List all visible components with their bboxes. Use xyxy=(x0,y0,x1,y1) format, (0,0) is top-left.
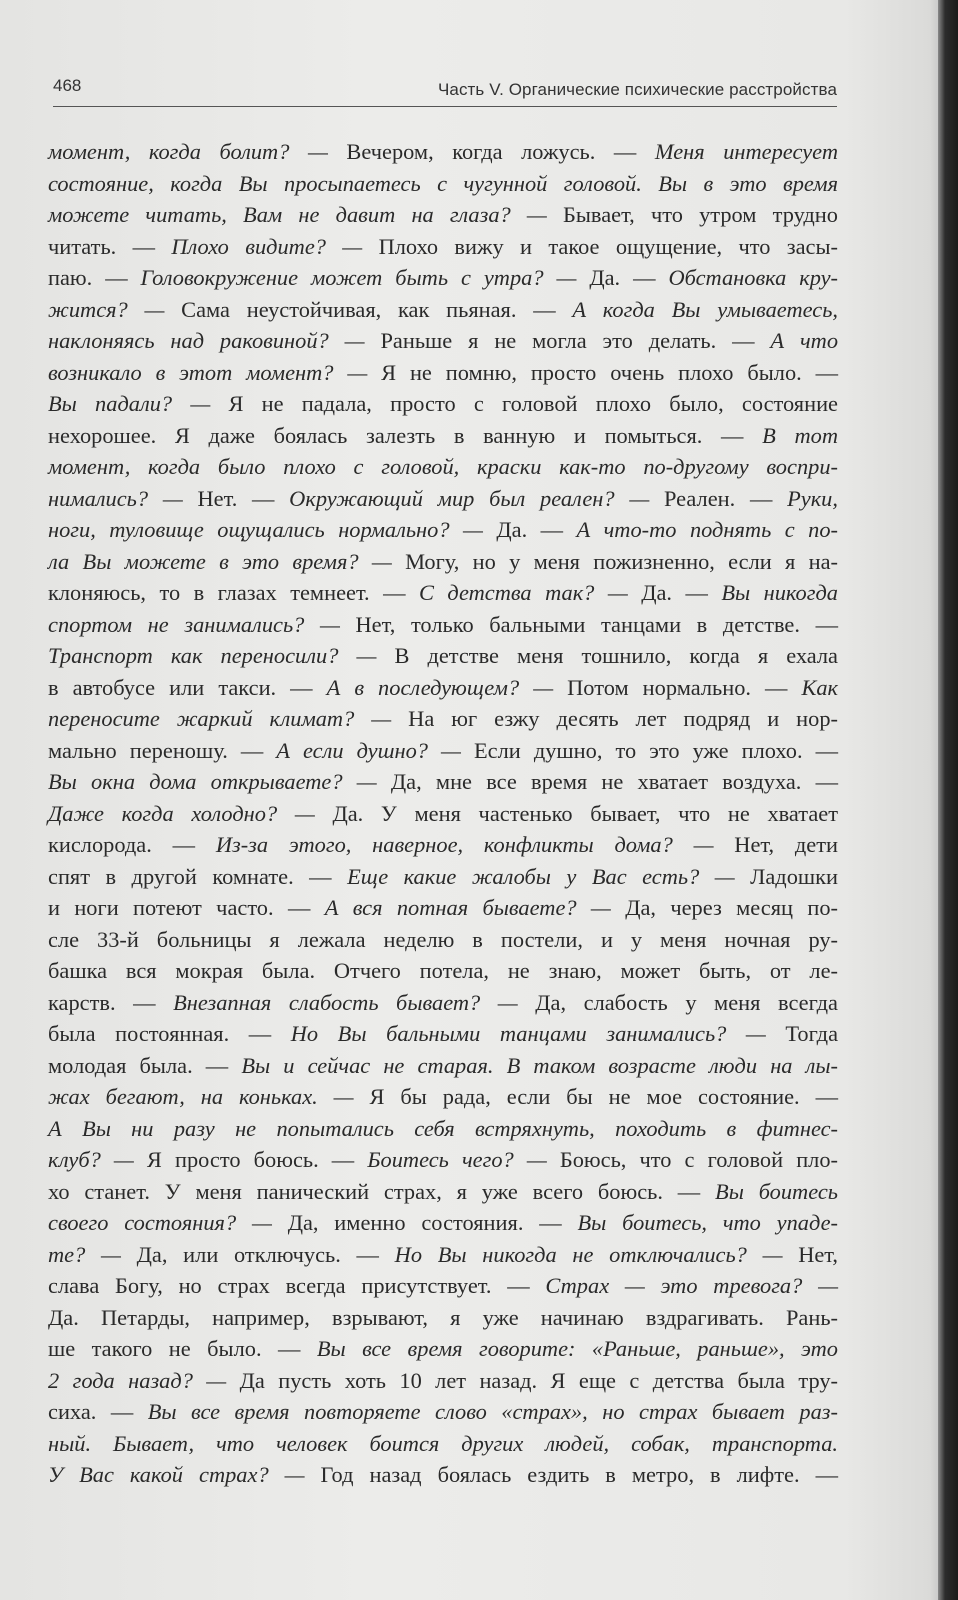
text-line xyxy=(48,325,838,357)
answer-segment: Да. — xyxy=(627,580,722,605)
question-segment: Как xyxy=(801,674,838,700)
question-segment: своего состояния? — xyxy=(48,1210,272,1235)
text-line xyxy=(48,577,838,609)
question-segment: Но Вы бальными танцами занимались? — xyxy=(290,1021,766,1046)
answer-segment: Да. — xyxy=(482,517,577,542)
answer-segment: Да, мне все время не хватает воздуха. — xyxy=(376,769,838,794)
text-line xyxy=(48,357,838,389)
text-line xyxy=(48,987,838,1019)
question-segment: момент, когда болит? — xyxy=(48,139,328,164)
question-segment: А что xyxy=(770,328,839,353)
answer-segment: хо станет. У меня панический страх, я уже всего боюсь. — xyxy=(48,1178,716,1204)
answer-segment: На юг езжу десять лет подряд и нор- xyxy=(391,706,839,731)
text-line xyxy=(48,1113,838,1145)
answer-segment: Реален. — xyxy=(649,485,788,511)
text-line xyxy=(48,451,838,483)
answer-segment: Нет, xyxy=(782,1241,839,1267)
text-line xyxy=(48,955,838,987)
text-line xyxy=(48,231,838,263)
question-segment: Из-за этого, наверное, конфликты дома? — xyxy=(215,832,714,857)
text-line xyxy=(48,262,838,294)
answer-segment: спят в другой комнате. — xyxy=(48,863,348,889)
answer-segment: ше такого не было. — xyxy=(48,1336,317,1361)
answer-segment: Бывает, что утром трудно xyxy=(546,202,838,227)
answer-segment: кислорода. — xyxy=(48,832,216,857)
answer-segment: Да, через месяц по- xyxy=(610,895,839,920)
text-line xyxy=(48,1144,838,1176)
question-segment: состояние, когда Вы просыпаетесь с чугунной головой. Вы в это время xyxy=(48,170,838,196)
answer-segment: клоняюсь, то в глазах темнеет. — xyxy=(48,580,419,605)
question-segment: Даже когда холодно? — xyxy=(48,800,315,826)
answer-segment: слава Богу, но страх всегда присутствует. — xyxy=(48,1273,546,1298)
text-line xyxy=(48,1270,838,1302)
answer-segment: паю. — xyxy=(48,265,141,290)
answer-segment: сиха. — xyxy=(48,1399,148,1424)
question-segment: нимались? — xyxy=(48,485,183,511)
answer-segment: Боюсь, что с головой пло- xyxy=(546,1147,838,1172)
text-line xyxy=(48,136,838,168)
question-segment: А что-то поднять с по- xyxy=(576,517,838,542)
question-segment: Головокружение может быть с утра? — xyxy=(140,265,577,290)
question-segment: Страх — это тревога? — xyxy=(545,1273,838,1298)
question-segment: Обстановка кру- xyxy=(668,265,838,290)
question-segment: А Вы ни разу не попытались себя встряхнуть, походить в фитнес- xyxy=(48,1115,838,1141)
answer-segment: мально переношу. — xyxy=(48,737,277,763)
answer-segment: Да пусть хоть 10 лет назад. Я еще с детства была тру- xyxy=(226,1367,839,1393)
answer-segment: Раньше я не могла это делать. — xyxy=(364,328,771,353)
text-line xyxy=(48,1018,838,1050)
text-line xyxy=(48,672,838,704)
question-segment: момент, когда было плохо с головой, краски как-то по-другому воспри- xyxy=(48,454,838,479)
answer-segment: Да. У меня частенько бывает, что не хватает xyxy=(314,800,839,826)
answer-segment: Вечером, когда ложусь. — xyxy=(327,139,655,164)
text-line xyxy=(48,1396,838,1428)
question-segment: жится? — xyxy=(48,296,165,322)
text-line xyxy=(48,924,838,956)
question-segment: Вы и сейчас не старая. В таком возрасте люди на лы- xyxy=(241,1052,839,1078)
answer-segment: Тогда xyxy=(765,1021,839,1046)
text-line xyxy=(48,1081,838,1113)
question-segment: Вы боитесь, что упаде- xyxy=(577,1210,838,1235)
question-segment: Меня интересует xyxy=(654,139,838,164)
question-segment: Вы окна дома открываете? — xyxy=(48,769,377,794)
text-line xyxy=(48,766,838,798)
text-line xyxy=(48,1428,838,1460)
text-line xyxy=(48,1459,838,1491)
question-segment: переносите жаркий климат? — xyxy=(48,706,392,731)
question-segment: спортом не занимались? — xyxy=(48,611,340,637)
answer-segment: Да, или отключусь. — xyxy=(120,1241,395,1267)
answer-segment: Если душно, то это уже плохо. — xyxy=(460,737,839,763)
question-segment: возникало в этот момент? — xyxy=(48,359,368,385)
book-spine-edge xyxy=(938,0,958,1600)
answer-segment: Да. Петарды, например, взрывают, я уже начинаю вздрагивать. Рань- xyxy=(48,1304,838,1330)
question-segment: Внезапная слабость бывает? — xyxy=(173,989,518,1015)
question-segment: Плохо видите? — xyxy=(171,233,363,259)
text-line xyxy=(48,735,838,767)
question-segment: Вы падали? — xyxy=(48,391,211,416)
page-header xyxy=(53,74,837,107)
question-segment: А в последующем? — xyxy=(326,674,554,700)
question-segment: Еще какие жалобы у Вас есть? — xyxy=(347,863,735,889)
running-title: Часть V. Органические психические расстройства xyxy=(437,80,837,99)
question-segment: А когда Вы умываетесь, xyxy=(572,296,838,322)
answer-segment: Да, слабость у меня всегда xyxy=(517,989,838,1015)
question-segment: ноги, туловище ощущались нормально? — xyxy=(48,517,483,542)
answer-segment: Я не падала, просто с головой плохо было, состояние xyxy=(210,391,838,416)
question-segment: У Вас какой страх? — xyxy=(48,1462,305,1487)
question-segment: Окружающий мир был реален? — xyxy=(289,485,650,511)
answer-segment: читать. — xyxy=(48,233,172,259)
question-segment: Вы никогда xyxy=(721,580,838,605)
text-line xyxy=(48,420,838,452)
answer-segment: Потом нормально. — xyxy=(553,674,802,700)
answer-segment: молодая была. — xyxy=(48,1052,242,1078)
answer-segment: башка вся мокрая была. Отчего потела, не знаю, может быть, от ле- xyxy=(48,958,838,983)
answer-segment: карств. — xyxy=(48,989,174,1015)
question-segment: Вы все время повторяете слово «страх», но страх бывает раз- xyxy=(147,1399,838,1424)
text-line xyxy=(48,609,838,641)
question-segment: А если душно? — xyxy=(276,737,461,763)
answer-segment: Сама неустойчивая, как пьяная. — xyxy=(164,296,573,322)
question-segment: 2 года назад? — xyxy=(48,1367,227,1393)
text-line xyxy=(48,514,838,546)
question-segment: Но Вы никогда не отключались? — xyxy=(394,1241,783,1267)
question-segment: жах бегают, на коньках. — xyxy=(48,1084,354,1109)
answer-segment: Плохо вижу и такое ощущение, что засы- xyxy=(362,233,838,259)
text-line xyxy=(48,199,838,231)
answer-segment: Нет, только бальными танцами в детстве. — xyxy=(339,611,838,637)
text-line xyxy=(48,1365,838,1397)
page-number: 468 xyxy=(53,76,82,95)
answer-segment: была постоянная. — xyxy=(48,1021,291,1046)
text-line xyxy=(48,546,838,578)
body-text xyxy=(48,136,838,1491)
answer-segment: Год назад боялась ездить в метро, в лифте. — xyxy=(304,1462,838,1487)
question-segment: А вся потная бываете? — xyxy=(324,895,611,920)
question-segment: клуб? — xyxy=(48,1147,134,1172)
text-line xyxy=(48,829,838,861)
answer-segment: Я просто боюсь. — xyxy=(133,1147,368,1172)
answer-segment: Ладошки xyxy=(734,863,838,889)
question-segment: ный. Бывает, что человек боится других людей, собак, транспорта. xyxy=(48,1430,838,1456)
text-line xyxy=(48,294,838,326)
text-line xyxy=(48,1176,838,1208)
question-segment: В тот xyxy=(762,422,838,448)
answer-segment: В детстве меня тошнило, когда я ехала xyxy=(376,643,838,668)
answer-segment: Я бы рада, если бы не мое состояние. — xyxy=(353,1084,838,1109)
question-segment: Боитесь чего? — xyxy=(367,1147,547,1172)
answer-segment: Нет. — xyxy=(182,485,290,511)
answer-segment: нехорошее. Я даже боялась залезть в ванную и помыться. — xyxy=(48,422,763,448)
answer-segment: Да. — xyxy=(576,265,669,290)
question-segment: Вы боитесь xyxy=(715,1178,838,1204)
answer-segment: сле 33-й больницы я лежала неделю в постели, и у меня ночная ру- xyxy=(48,926,838,952)
question-segment: те? — xyxy=(48,1241,121,1267)
answer-segment: Да, именно состояния. — xyxy=(271,1210,578,1235)
text-line xyxy=(48,892,838,924)
text-line xyxy=(48,798,838,830)
text-line xyxy=(48,1239,838,1271)
text-line xyxy=(48,388,838,420)
text-line xyxy=(48,1333,838,1365)
text-line xyxy=(48,168,838,200)
question-segment: Руки, xyxy=(787,485,838,511)
question-segment: Транспорт как переносили? — xyxy=(48,643,377,668)
text-line xyxy=(48,1207,838,1239)
question-segment: можете читать, Вам не давит на глаза? — xyxy=(48,202,547,227)
answer-segment: в автобусе или такси. — xyxy=(48,674,327,700)
text-line xyxy=(48,640,838,672)
question-segment: ла Вы можете в это время? — xyxy=(48,548,392,574)
answer-segment: Могу, но у меня пожизненно, если я на- xyxy=(391,548,838,574)
question-segment: Вы все время говорите: «Раньше, раньше», это xyxy=(316,1336,838,1361)
text-line xyxy=(48,861,838,893)
answer-segment: Нет, дети xyxy=(713,832,838,857)
question-segment: С детства так? — xyxy=(418,580,628,605)
text-line xyxy=(48,703,838,735)
text-line xyxy=(48,1050,838,1082)
text-line xyxy=(48,1302,838,1334)
answer-segment: и ноги потеют часто. — xyxy=(48,895,325,920)
text-line xyxy=(48,483,838,515)
question-segment: наклоняясь над раковиной? — xyxy=(48,328,365,353)
answer-segment: Я не помню, просто очень плохо было. — xyxy=(367,359,838,385)
